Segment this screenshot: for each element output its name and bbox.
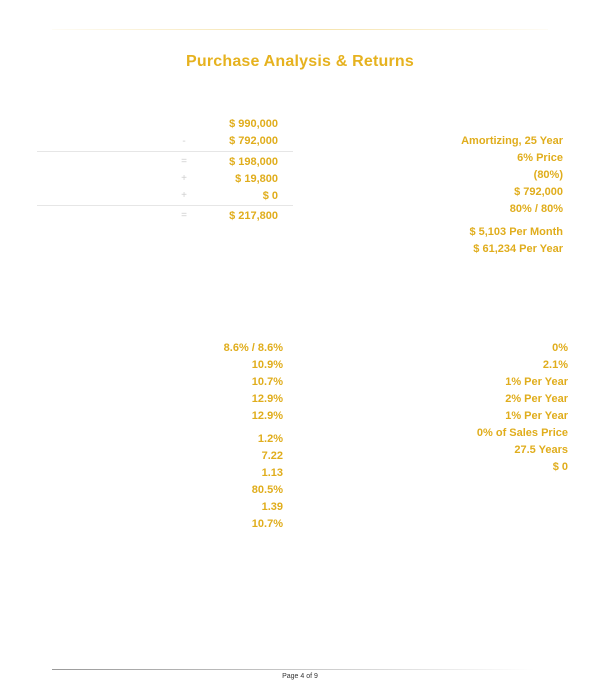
- other-costs: $ 0: [262, 190, 278, 202]
- interest-price: 6% Price: [517, 152, 563, 164]
- assumption-item: 2.1%: [542, 359, 568, 371]
- return-item: 10.9%: [251, 359, 283, 371]
- return-item: 10.7%: [251, 376, 283, 388]
- closing-costs: $ 19,800: [235, 173, 278, 185]
- header-rule: [52, 29, 548, 30]
- assumption-item: $ 0: [552, 461, 568, 473]
- payment-monthly: $ 5,103 Per Month: [469, 226, 563, 238]
- return-item: 80.5%: [251, 484, 283, 496]
- footer-rule: [52, 669, 534, 670]
- assumption-item: 2% Per Year: [505, 393, 568, 405]
- assumption-item: 0%: [552, 342, 568, 354]
- down-payment: $ 198,000: [229, 156, 278, 168]
- divider: [37, 205, 293, 206]
- return-item: 7.22: [261, 450, 283, 462]
- page-number: Page 4 of 9: [282, 673, 318, 680]
- ltv: 80% / 80%: [509, 203, 563, 215]
- return-item: 1.13: [261, 467, 283, 479]
- assumption-item: 0% of Sales Price: [476, 427, 568, 439]
- purchase-price: $ 990,000: [229, 118, 278, 130]
- divider: [37, 151, 293, 152]
- assumption-item: 1% Per Year: [505, 410, 568, 422]
- page-title: Purchase Analysis & Returns: [185, 53, 414, 70]
- operator-minus: -: [182, 136, 186, 147]
- return-item: 8.6% / 8.6%: [223, 342, 283, 354]
- return-item: 1.2%: [257, 433, 283, 445]
- financed-amount: $ 792,000: [514, 186, 563, 198]
- amortization: Amortizing, 25 Year: [461, 135, 563, 147]
- total-investment: $ 217,800: [229, 210, 278, 222]
- assumption-item: 27.5 Years: [514, 444, 568, 456]
- return-item: 10.7%: [251, 518, 283, 530]
- loan-amount: $ 792,000: [229, 135, 278, 147]
- operator-plus: +: [181, 190, 187, 201]
- return-item: 12.9%: [251, 393, 283, 405]
- return-item: 1.39: [261, 501, 283, 513]
- ratio: (80%): [533, 169, 563, 181]
- assumption-item: 1% Per Year: [505, 376, 568, 388]
- operator-equals: =: [181, 210, 187, 221]
- payment-yearly: $ 61,234 Per Year: [473, 243, 563, 255]
- return-item: 12.9%: [251, 410, 283, 422]
- operator-plus: +: [181, 173, 187, 184]
- operator-equals: =: [181, 156, 187, 167]
